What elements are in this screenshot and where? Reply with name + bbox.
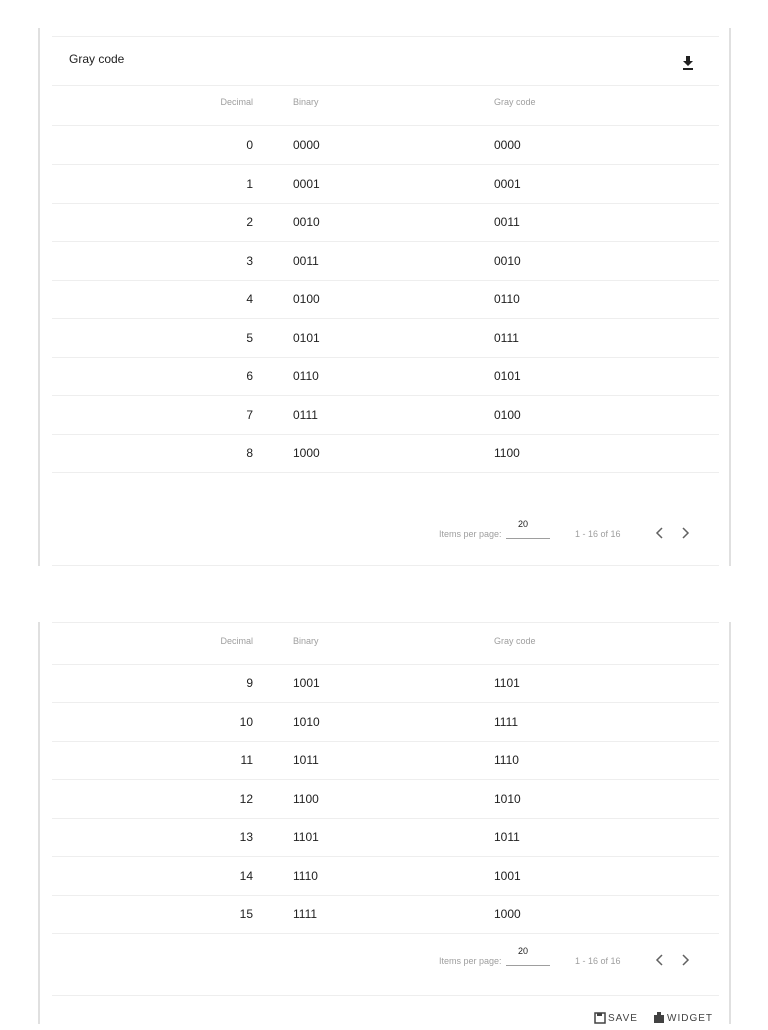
cell-binary: 0100: [293, 292, 320, 306]
cell-gray-code: 0110: [494, 292, 520, 306]
cell-decimal: 13: [239, 830, 253, 844]
cell-gray-code: 1100: [494, 446, 520, 460]
cell-gray-code: 0100: [494, 407, 521, 422]
table-row: [52, 741, 719, 780]
cell-decimal: 6: [246, 369, 253, 383]
chevron-right-icon: [675, 950, 695, 970]
cell-gray-code: 1111: [494, 714, 519, 729]
cell-binary: 1100: [293, 791, 319, 806]
table-row: [52, 857, 719, 896]
widget-button[interactable]: [653, 1012, 713, 1024]
table-header: [52, 84, 719, 126]
cell-binary: 1010: [293, 714, 320, 729]
cell-gray-code: 1110: [494, 753, 519, 767]
table-row: [52, 396, 719, 435]
cell-binary: 1001: [293, 676, 320, 690]
download-icon: [681, 55, 695, 71]
widget-icon: [653, 1012, 665, 1024]
chevron-left-icon: [650, 523, 670, 543]
next-page-button[interactable]: [675, 950, 695, 970]
cell-decimal: 5: [246, 330, 253, 345]
cell-gray-code: 1001: [494, 868, 521, 883]
table-row: [52, 126, 719, 165]
items-per-page-value: 20: [518, 519, 529, 529]
save-icon: [594, 1012, 606, 1024]
cell-decimal: 0: [246, 138, 253, 152]
cell-binary: 0010: [293, 215, 320, 229]
cell-decimal: 11: [240, 753, 253, 767]
cell-gray-code: 1011: [494, 830, 520, 844]
column-header-decimal[interactable]: Decimal: [220, 636, 253, 646]
table-row: [52, 319, 719, 358]
table-header: [52, 622, 719, 665]
items-per-page-select[interactable]: [506, 943, 550, 966]
cell-decimal: 1: [246, 176, 253, 191]
table-row: [52, 434, 719, 473]
previous-page-button[interactable]: [650, 523, 670, 543]
table-row: [52, 357, 719, 396]
table-row: [52, 703, 719, 742]
gray-code-card-continued: [38, 622, 731, 1024]
cell-binary: 0110: [293, 369, 319, 383]
table-row: [52, 895, 719, 934]
items-per-page-label: Items per page:: [439, 529, 502, 539]
cell-binary: 0011: [293, 253, 319, 268]
cell-gray-code: 0010: [494, 253, 521, 268]
cell-decimal: 14: [239, 868, 253, 883]
paginator: [52, 506, 719, 568]
paginator: [52, 933, 719, 996]
table-row: [52, 818, 719, 857]
cell-gray-code: 1000: [494, 907, 521, 921]
cell-binary: 1011: [293, 753, 319, 767]
column-header-gray[interactable]: Gray code: [494, 636, 536, 646]
cell-decimal: 7: [246, 407, 253, 422]
column-header-gray[interactable]: Gray code: [494, 97, 536, 107]
column-header-binary[interactable]: Binary: [293, 636, 319, 646]
card-footer-divider: [52, 565, 719, 566]
next-page-button[interactable]: [675, 523, 695, 543]
cell-binary: 1110: [293, 868, 318, 883]
cell-binary: 1111: [293, 907, 318, 921]
cell-binary: 0101: [293, 330, 320, 345]
widget-label: WIDGET: [667, 1012, 713, 1024]
table-row: [52, 780, 719, 819]
chevron-left-icon: [650, 950, 670, 970]
items-per-page-select[interactable]: [506, 516, 550, 539]
cell-gray-code: 0001: [494, 176, 521, 191]
cell-gray-code: 1101: [494, 676, 520, 690]
previous-page-button[interactable]: [650, 950, 670, 970]
cell-binary: 1000: [293, 446, 320, 460]
cell-decimal: 9: [246, 676, 253, 690]
page-range-label: 1 - 16 of 16: [575, 956, 621, 966]
cell-decimal: 15: [239, 907, 253, 921]
card-title: Gray code: [69, 52, 125, 66]
save-button[interactable]: [594, 1012, 638, 1024]
cell-decimal: 2: [246, 215, 253, 229]
cell-decimal: 4: [246, 292, 253, 306]
cell-binary: 0001: [293, 176, 320, 191]
cell-decimal: 8: [246, 446, 253, 460]
cell-binary: 0111: [293, 407, 318, 422]
column-header-decimal[interactable]: Decimal: [220, 97, 253, 107]
cell-decimal: 12: [239, 791, 253, 806]
items-per-page-value: 20: [518, 946, 529, 956]
cell-gray-code: 0011: [494, 215, 520, 229]
cell-decimal: 3: [246, 253, 253, 268]
table-row: [52, 664, 719, 703]
page-range-label: 1 - 16 of 16: [575, 529, 621, 539]
cell-binary: 1101: [293, 830, 319, 844]
table-row: [52, 242, 719, 281]
items-per-page-label: Items per page:: [439, 956, 502, 966]
gray-code-card: [38, 28, 731, 566]
table-row: [52, 165, 719, 204]
cell-binary: 0000: [293, 138, 320, 152]
download-button[interactable]: [681, 55, 695, 71]
cell-decimal: 10: [239, 714, 253, 729]
table-row: [52, 203, 719, 242]
column-header-binary[interactable]: Binary: [293, 97, 319, 107]
card-actions: [52, 1010, 719, 1030]
card-header: [52, 36, 719, 86]
cell-gray-code: 0000: [494, 138, 521, 152]
cell-gray-code: 0111: [494, 330, 519, 345]
chevron-right-icon: [675, 523, 695, 543]
cell-gray-code: 1010: [494, 791, 521, 806]
table-row: [52, 280, 719, 319]
save-label: SAVE: [608, 1012, 638, 1024]
cell-gray-code: 0101: [494, 369, 521, 383]
